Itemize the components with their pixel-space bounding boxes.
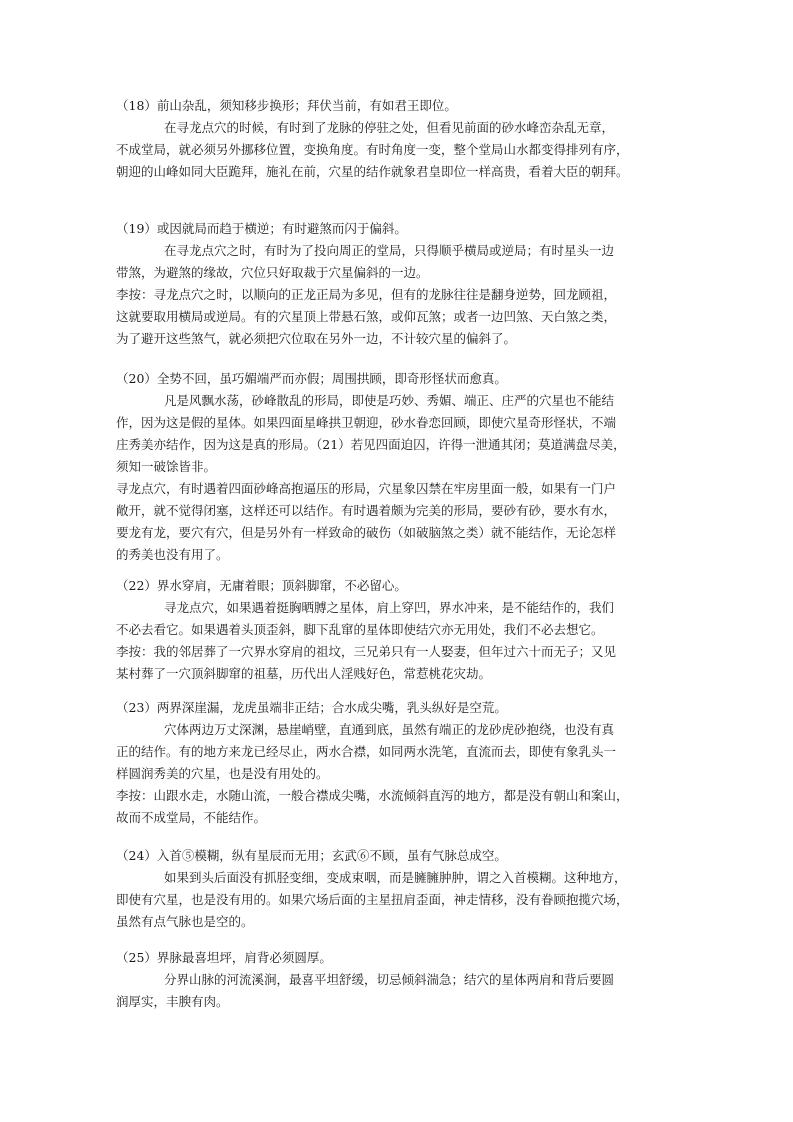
commentary-line: 李按：我的邻居葬了一穴界水穿肩的祖坟，三兄弟只有一人娶妻，但年过六十而无子；又见 (116, 644, 617, 659)
paragraph-line: 在寻龙点穴之时，有时为了投向周正的堂局，只得顺乎横局或逆局；有时星头一边 (164, 243, 615, 258)
paragraph-line: 凡是风飘水荡，砂峰散乱的形局，即使是巧妙、秀媚、端正、庄严的穴星也不能结 (164, 393, 615, 408)
paragraph-line: 带煞，为避煞的缘故，穴位只好取裁于穴星偏斜的一边。 (116, 265, 429, 280)
commentary-line: 寻龙点穴，有时遇着四面砂峰高抱逼压的形局，穴星象囚禁在牢房里面一般，如果有一门户 (116, 481, 617, 496)
commentary-line: 的秀美也没有用了。 (116, 547, 229, 562)
commentary-line: 这就要取用横局或逆局。有的穴星顶上带悬石煞，或仰瓦煞；或者一边凹煞、天白煞之类， (116, 309, 617, 324)
section-22 (116, 575, 696, 685)
paragraph-line: 穴体两边万丈深渊，悬崖峭壁，直通到底，虽然有端正的龙砂虎砂抱绕，也没有真 (164, 722, 615, 737)
paragraph-line: 庄秀美亦结作，因为这是真的形局。（21）若见四面迫囚，许得一泄通其闭；莫道满盘尽美， (116, 437, 626, 452)
section-heading: （22）界水穿肩，无庸着眼；顶斜脚窜，不必留心。 (116, 578, 407, 593)
section-heading: （18）前山杂乱，须知移步换形；拜伏当前，有如君王即位。 (116, 98, 457, 113)
paragraph-line: 虽然有点气脉也是空的。 (116, 914, 254, 929)
paragraph-line: 须知一破馀皆非。 (116, 459, 217, 474)
section-20 (116, 368, 696, 566)
section-19 (116, 218, 696, 350)
paragraph-line: 即使有穴星，也是没有用的。如果穴场后面的主星扭肩歪面，神走情移，没有眷顾抱揽穴场， (116, 892, 629, 907)
commentary-line: 某村葬了一穴顶斜脚窜的祖墓，历代出人淫贱好色，常惹桃花灾劫。 (116, 666, 492, 681)
section-heading: （23）两界深崖漏，龙虎虽端非正结；合水成尖嘴，乳头纵好是空荒。 (116, 700, 507, 715)
paragraph-line: 作，因为这是假的星体。如果四面星峰拱卫朝迎，砂水眷恋回顾，即使穴星奇形怪状，不端 (116, 415, 617, 430)
section-heading: （20）全势不回，虽巧媚端严而亦假；周围拱顾，即奇形怪状而愈真。 (116, 371, 507, 386)
section-25 (116, 947, 696, 1013)
paragraph-line: 如果到头后面没有抓胫变细，变成束咽，而是臃臃肿肿，谓之入首模糊。这种地方， (164, 870, 627, 885)
paragraph-line: 不成堂局，就必须另外挪移位置，变换角度。有时角度一变，整个堂局山水都变得排列有序， (116, 142, 629, 157)
paragraph-line: 寻龙点穴，如果遇着挺胸晒膊之星体，肩上穿凹，界水冲来，是不能结作的，我们 (164, 600, 615, 615)
commentary-line: 故而不成堂局，不能结作。 (116, 810, 267, 825)
paragraph-line: 分界山脉的河流溪涧，最喜平坦舒缓，切忌倾斜湍急；结穴的星体两肩和背后要圆 (164, 972, 615, 987)
section-heading: （19）或因就局而趋于横逆；有时避煞而闪于偏斜。 (116, 221, 407, 236)
paragraph-line: 正的结作。有的地方来龙已经尽止，两水合襟，如同两水洗笔，直流而去，即使有象乳头一 (116, 744, 617, 759)
paragraph-line: 朝迎的山峰如同大臣跪拜，施礼在前，穴星的结作就象君皇即位一样高贵，看着大臣的朝拜。 (116, 164, 629, 179)
paragraph-line: 样圆润秀美的穴星，也是没有用处的。 (116, 766, 329, 781)
section-24 (116, 845, 696, 933)
section-18 (116, 95, 696, 183)
paragraph-line: 在寻龙点穴的时候，有时到了龙脉的停驻之处，但看见前面的砂水峰峦杂乱无章， (164, 120, 615, 135)
commentary-line: 李按：山跟水走，水随山流，一般合襟成尖嘴，水流倾斜直泻的地方，都是没有朝山和案山， (116, 788, 629, 803)
paragraph-line: 润厚实，丰腴有肉。 (116, 994, 229, 1009)
section-heading: （25）界脉最喜坦坪，肩背必须圆厚。 (116, 950, 332, 965)
commentary-line: 为了避开这些煞气，就必须把穴位取在另外一边，不计较穴星的偏斜了。 (116, 331, 517, 346)
section-heading: （24）入首⑤模糊，纵有星辰而无用；玄武⑥不顾，虽有气脉总成空。 (116, 848, 507, 863)
paragraph-line: 不必去看它。如果遇着头顶歪斜，脚下乱窜的星体即使结穴亦无用处，我们不必去想它。 (116, 622, 604, 637)
commentary-line: 要龙有龙，要穴有穴，但是另外有一样致命的破伤（如破脑煞之类）就不能结作，无论怎样 (116, 525, 617, 540)
commentary-line: 李按：寻龙点穴之时，以顺向的正龙正局为多见，但有的龙脉往往是翻身逆势，回龙顾祖， (116, 287, 617, 302)
section-23 (116, 697, 696, 829)
commentary-line: 敞开，就不觉得闭塞，这样还可以结作。有时遇着颇为完美的形局，要砂有砂，要水有水， (116, 503, 617, 518)
